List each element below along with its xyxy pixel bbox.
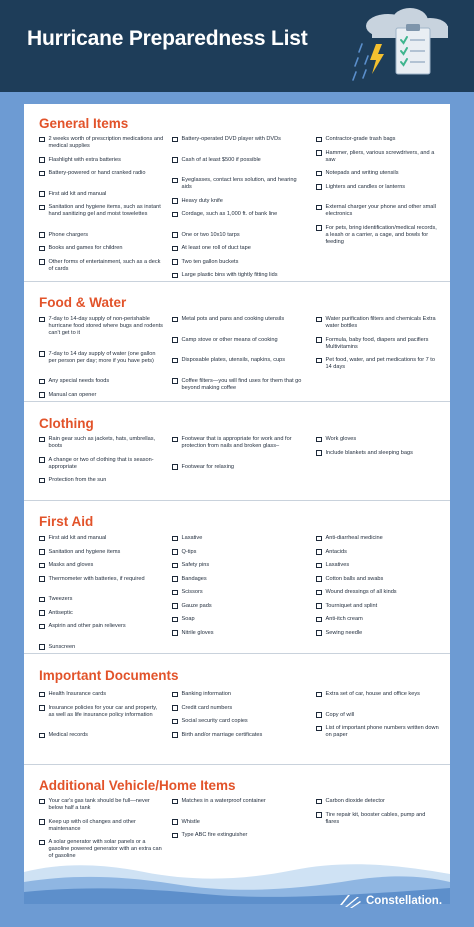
checklist-item-label: Whistle <box>181 818 200 825</box>
checklist-item[interactable] <box>172 157 304 164</box>
checklist-item[interactable] <box>172 464 304 471</box>
checklist-item[interactable] <box>39 157 164 164</box>
checkbox[interactable] <box>316 536 322 542</box>
checklist-item-label: Work gloves <box>325 436 357 442</box>
checkbox[interactable] <box>172 317 178 323</box>
checklist-item[interactable] <box>172 691 304 698</box>
checklist-item-label: Matches in a waterproof container <box>181 798 266 804</box>
checklist-item-label: Books and games for children <box>48 245 123 251</box>
checklist-item-label: Antiseptic <box>48 609 73 616</box>
checklist-item-label: Manual can opener <box>48 391 97 398</box>
checklist-item-label: Camp stove or other means of cooking <box>181 336 278 343</box>
checkbox[interactable] <box>316 549 322 555</box>
checklist-item[interactable] <box>316 150 440 164</box>
checkbox[interactable] <box>172 617 178 623</box>
checklist-item[interactable] <box>316 712 440 719</box>
checklist-item-label: Wound dressings of all kinds <box>325 589 397 595</box>
checklist-item[interactable] <box>172 832 304 839</box>
checklist-item[interactable] <box>316 589 440 596</box>
checkbox[interactable] <box>316 450 322 456</box>
checkbox[interactable] <box>39 392 45 398</box>
checkbox[interactable] <box>172 337 178 343</box>
checkbox[interactable] <box>172 232 178 238</box>
section-title: Additional Vehicle/Home Items <box>39 778 236 793</box>
checkbox[interactable] <box>39 563 45 569</box>
checklist-item-label: Flashlight with extra batteries <box>48 156 121 163</box>
checklist-item-label: Rain gear such as jackets, hats, umbrellas, boots <box>48 436 156 449</box>
checklist-item-label: Copy of will <box>325 711 355 718</box>
checklist-item[interactable] <box>39 691 164 698</box>
checkbox[interactable] <box>172 212 178 218</box>
section-food-water <box>24 282 450 402</box>
constellation-logo-icon <box>338 893 362 909</box>
checklist-item-label: Coffee filters—you will find uses for them that go beyond making coffee <box>181 377 302 391</box>
checkbox[interactable] <box>172 178 178 184</box>
checkbox[interactable] <box>39 457 45 463</box>
checklist-item-label: Cordage, such as 1,000 ft. of bank line <box>181 211 278 217</box>
checkbox[interactable] <box>172 358 178 364</box>
checkbox[interactable] <box>39 576 45 582</box>
checklist-item-label: Contractor-grade trash bags <box>325 136 396 142</box>
checkbox[interactable] <box>39 819 45 825</box>
checkbox[interactable] <box>316 590 322 596</box>
checklist-item[interactable] <box>172 798 304 805</box>
checkbox[interactable] <box>172 246 178 252</box>
checklist-item-label: Pet food, water, and pet medications for 7 to 14 days <box>325 357 435 370</box>
checklist-item[interactable] <box>39 596 164 603</box>
checklist-item[interactable] <box>316 204 440 218</box>
checkbox[interactable] <box>316 576 322 582</box>
checkbox[interactable] <box>172 590 178 596</box>
checklist-item-label: Insurance policies for your car and property, as well as life insurance policy information <box>48 704 158 718</box>
section-additional-vehicle-home-items <box>24 765 450 904</box>
checklist-item-label: Two ten gallon buckets <box>181 258 239 265</box>
section-title: General Items <box>39 116 129 131</box>
brand-logo <box>338 893 442 909</box>
checkbox[interactable] <box>39 597 45 603</box>
checklist-item[interactable] <box>316 436 440 443</box>
checklist-item-label: Tire repair kit, booster cables, pump and flares <box>325 811 426 825</box>
checkbox[interactable] <box>172 157 178 163</box>
section-important-documents <box>24 654 450 765</box>
checkbox[interactable] <box>172 692 178 698</box>
checklist-item[interactable] <box>172 616 304 623</box>
checklist-item-label: Scissors <box>181 589 203 595</box>
checklist-item-label: Laxatives <box>325 562 350 568</box>
checkbox[interactable] <box>39 692 45 698</box>
checklist-item-label: Sanitation and hygiene items <box>48 548 121 555</box>
checklist-item[interactable] <box>172 198 304 205</box>
checklist-item-label: Lighters and candles or lanterns <box>325 183 406 190</box>
checkbox[interactable] <box>172 833 178 839</box>
section-title: Food & Water <box>39 295 127 310</box>
checklist-item-label: Your car's gas tank should be full—never below half a tank <box>48 798 150 811</box>
section-title: First Aid <box>39 514 94 529</box>
checklist-item-label: A change or two of clothing that is season-appropriate <box>48 456 154 470</box>
checkbox[interactable] <box>316 603 322 609</box>
checklist-sheet <box>24 104 450 904</box>
checklist-item[interactable] <box>172 535 304 542</box>
checkbox[interactable] <box>39 259 45 265</box>
checklist-item-label: Cotton balls and swabs <box>325 575 384 582</box>
checklist-item-label: Banking information <box>181 691 231 697</box>
checklist-item[interactable] <box>316 316 440 330</box>
checkbox[interactable] <box>316 317 322 323</box>
checkbox[interactable] <box>39 733 45 739</box>
checklist-item-label: Gauze pads <box>181 602 212 609</box>
checklist-item-label: Disposable plates, utensils, napkins, cups <box>181 357 286 363</box>
checklist-item[interactable] <box>172 819 304 826</box>
checkbox[interactable] <box>172 273 178 279</box>
checklist-item-label: Formula, baby food, diapers and pacifiers Multivitamins <box>325 336 429 350</box>
checklist-item[interactable] <box>172 357 304 364</box>
checkbox[interactable] <box>172 137 178 143</box>
checkbox[interactable] <box>316 799 322 805</box>
checkbox[interactable] <box>316 225 322 231</box>
page-title: Hurricane Preparedness List <box>27 27 308 50</box>
checkbox[interactable] <box>39 799 45 805</box>
checkbox[interactable] <box>316 171 322 177</box>
checklist-item-label: Birth and/or marriage certificates <box>181 731 263 738</box>
checklist-item-label: Large plastic bins with tightly fitting lids <box>181 272 278 278</box>
checklist-item[interactable] <box>39 316 164 337</box>
checklist-item[interactable] <box>172 576 304 583</box>
checklist-item[interactable] <box>172 589 304 596</box>
section-title: Clothing <box>39 416 94 431</box>
checklist-item-label: Medical records <box>48 732 88 738</box>
checklist-item[interactable] <box>316 691 440 698</box>
checklist-item[interactable] <box>39 535 164 542</box>
checklist-item[interactable] <box>39 610 164 617</box>
checkbox[interactable] <box>172 576 178 582</box>
checklist-item[interactable] <box>172 718 304 725</box>
checklist-item[interactable] <box>39 170 164 177</box>
checklist-item-label: Q-tips <box>181 548 197 555</box>
checklist-item[interactable] <box>172 211 304 218</box>
checkbox[interactable] <box>39 317 45 323</box>
checklist-item[interactable] <box>39 732 164 739</box>
checklist-item[interactable] <box>172 259 304 266</box>
checklist-item-label: 2 weeks worth of prescription medications and medical supplies <box>48 136 164 149</box>
checkbox[interactable] <box>316 184 322 190</box>
checklist-item[interactable] <box>39 392 164 399</box>
checklist-item-label: Phone chargers <box>48 231 88 238</box>
checkbox[interactable] <box>39 232 45 238</box>
checklist-item[interactable] <box>39 191 164 198</box>
checklist-item-label: Heavy duty knife <box>181 197 223 204</box>
checklist-item[interactable] <box>172 603 304 610</box>
checklist-item-label: Battery-powered or hand cranked radio <box>48 170 146 176</box>
checkbox[interactable] <box>39 157 45 163</box>
checklist-item[interactable] <box>39 798 164 812</box>
checkbox[interactable] <box>172 536 178 542</box>
checklist-item-label: Laxative <box>181 535 203 541</box>
checklist-item-label: Eyeglasses, contact lens solution, and hearing aids <box>181 177 297 190</box>
section-general-items <box>24 104 450 282</box>
checkbox[interactable] <box>39 705 45 711</box>
checkbox[interactable] <box>172 603 178 609</box>
checkbox[interactable] <box>172 630 178 636</box>
checklist-item-label: Aspirin and other pain relievers <box>48 623 126 629</box>
checklist-item[interactable] <box>316 337 440 351</box>
checklist-item[interactable] <box>316 170 440 177</box>
checklist-item[interactable] <box>172 177 304 191</box>
checklist-item-label: 7-day to 14 day supply of water (one gallon per person per day; more if you have pets) <box>48 350 156 364</box>
checkbox[interactable] <box>316 437 322 443</box>
checklist-item[interactable] <box>316 549 440 556</box>
checklist-item[interactable] <box>39 576 164 583</box>
checkbox[interactable] <box>316 337 322 343</box>
checklist-item[interactable] <box>39 245 164 252</box>
checklist-item[interactable] <box>316 603 440 610</box>
checklist-item-label: Sunscreen <box>48 643 76 650</box>
checklist-item[interactable] <box>172 732 304 739</box>
checklist-item-label: Safety pins <box>181 562 210 568</box>
checkbox[interactable] <box>39 205 45 211</box>
checklist-item-label: Cash of at least $500 if possible <box>181 156 261 163</box>
checkbox[interactable] <box>39 644 45 650</box>
checklist-item[interactable] <box>316 225 440 246</box>
checkbox[interactable] <box>172 549 178 555</box>
checkbox[interactable] <box>39 171 45 177</box>
checkbox[interactable] <box>39 840 45 846</box>
checklist-item-label: Keep up with oil changes and other maintenance <box>48 818 136 832</box>
section-title: Important Documents <box>39 668 179 683</box>
checklist-item[interactable] <box>172 436 304 450</box>
checklist-item[interactable] <box>316 630 440 637</box>
checklist-item-label: At least one roll of duct tape <box>181 245 251 251</box>
checkbox[interactable] <box>316 692 322 698</box>
checklist-item-label: Thermometer with batteries, if required <box>48 575 145 582</box>
checklist-item-label: A solar generator with solar panels or a gasoline powered generator with an extra can of gasoline <box>48 839 162 859</box>
checklist-item-label: First aid kit and manual <box>48 190 107 197</box>
checkbox[interactable] <box>172 732 178 738</box>
checkbox[interactable] <box>39 246 45 252</box>
checklist-item-label: Any special needs foods <box>48 378 110 384</box>
checklist-item[interactable] <box>39 259 164 273</box>
checklist-item-label: Notepads and writing utensils <box>325 170 399 176</box>
checklist-item[interactable] <box>39 204 164 218</box>
checklist-item[interactable] <box>316 616 440 623</box>
checklist-item[interactable] <box>316 576 440 583</box>
checklist-item-label: Type ABC fire extinguisher <box>181 832 248 838</box>
checklist-item[interactable] <box>172 378 304 392</box>
checklist-item-label: List of important phone numbers written down on paper <box>325 725 439 738</box>
checklist-item-label: Other forms of entertainment, such as a deck of cards <box>48 258 161 272</box>
checkbox[interactable] <box>39 191 45 197</box>
checklist-item-label: Sewing needle <box>325 629 363 636</box>
checklist-item[interactable] <box>172 245 304 252</box>
checklist-item[interactable] <box>316 562 440 569</box>
checkbox[interactable] <box>172 259 178 265</box>
checklist-item-label: One or two 10x10 tarps <box>181 231 240 238</box>
checkbox[interactable] <box>39 437 45 443</box>
checklist-item[interactable] <box>39 549 164 556</box>
checkbox[interactable] <box>316 812 322 818</box>
checklist-item-label: Protection from the sun <box>48 477 107 483</box>
checklist-item[interactable] <box>316 450 440 457</box>
checklist-item[interactable] <box>316 184 440 191</box>
checklist-item-label: For pets, bring identification/medical records, a leash or a carrier, a cage, and bowls for feeding <box>325 224 437 245</box>
checkbox[interactable] <box>316 617 322 623</box>
checklist-item-label: External charger your phone and other small electronics <box>325 204 436 217</box>
storm-checklist-icon <box>348 6 466 86</box>
checklist-item-label: Masks and gloves <box>48 562 94 568</box>
checkbox[interactable] <box>172 437 178 443</box>
checklist-item-label: Anti-diarrheal medicine <box>325 535 383 541</box>
checkbox[interactable] <box>316 726 322 732</box>
checklist-item[interactable] <box>39 136 164 150</box>
checklist-item-label: Water purification filters and chemicals Extra water bottles <box>325 316 436 329</box>
checkbox[interactable] <box>39 536 45 542</box>
checklist-item-label: Sanitation and hygiene items, such as instant hand sanitizing gel and moist towelettes <box>48 204 161 217</box>
checklist-item[interactable] <box>172 316 304 323</box>
checklist-item-label: Bandages <box>181 575 207 582</box>
checkbox[interactable] <box>39 379 45 385</box>
section-clothing <box>24 402 450 501</box>
checklist-item-label: Battery-operated DVD player with DVDs <box>181 136 281 142</box>
checkbox[interactable] <box>172 563 178 569</box>
checkbox[interactable] <box>172 198 178 204</box>
checklist-item[interactable] <box>316 798 440 805</box>
checklist-item[interactable] <box>316 535 440 542</box>
checklist-item[interactable] <box>39 644 164 651</box>
checklist-item-label: Nitrile gloves <box>181 629 214 636</box>
checklist-item[interactable] <box>39 477 164 484</box>
checklist-item-label: First aid kit and manual <box>48 535 107 541</box>
checklist-item[interactable] <box>172 232 304 239</box>
checklist-item[interactable] <box>39 839 164 860</box>
checklist-item[interactable] <box>316 812 440 826</box>
checkbox[interactable] <box>39 549 45 555</box>
checklist-item[interactable] <box>172 337 304 344</box>
checklist-item-label: Include blankets and sleeping bags <box>325 449 413 456</box>
checklist-item[interactable] <box>39 232 164 239</box>
checkbox[interactable] <box>39 478 45 484</box>
checklist-item-label: Footwear that is appropriate for work and for protection from nails and broken glass– <box>181 436 292 449</box>
checklist-item-label: Extra set of car, house and office keys <box>325 691 420 697</box>
checklist-item-label: Credit card numbers <box>181 704 233 711</box>
checkbox[interactable] <box>316 563 322 569</box>
checkbox[interactable] <box>172 705 178 711</box>
checklist-item-label: Metal pots and pans and cooking utensils <box>181 316 285 322</box>
checklist-item-label: Anti-itch cream <box>325 616 363 622</box>
checkbox[interactable] <box>172 819 178 825</box>
checklist-item[interactable] <box>172 705 304 712</box>
checklist-item-label: Carbon dioxide detector <box>325 798 385 804</box>
checkbox[interactable] <box>172 799 178 805</box>
header <box>0 0 474 92</box>
checkbox[interactable] <box>316 137 322 143</box>
checklist-item[interactable] <box>316 357 440 371</box>
checklist-item[interactable] <box>316 136 440 143</box>
checklist-item[interactable] <box>39 457 164 471</box>
checklist-item[interactable] <box>39 436 164 450</box>
checklist-item[interactable] <box>39 819 164 833</box>
checkbox[interactable] <box>39 137 45 143</box>
checklist-item[interactable] <box>172 562 304 569</box>
checkbox[interactable] <box>172 464 178 470</box>
checklist-item[interactable] <box>172 272 304 279</box>
checklist-item[interactable] <box>39 378 164 385</box>
checkbox[interactable] <box>316 150 322 156</box>
checklist-item-label: Health Insurance cards <box>48 691 107 697</box>
checklist-item[interactable] <box>172 136 304 143</box>
checklist-item-label: 7-day to 14-day supply of non-perishable hurricane food stored where bugs and rodents can't get to it <box>48 316 163 336</box>
checklist-item[interactable] <box>39 705 164 719</box>
checklist-item-label: Tourniquet and splint <box>325 602 378 609</box>
checkbox[interactable] <box>316 712 322 718</box>
checklist-item[interactable] <box>39 623 164 630</box>
checkbox[interactable] <box>39 624 45 630</box>
checklist-item[interactable] <box>39 351 164 365</box>
checklist-item[interactable] <box>316 725 440 739</box>
checkbox[interactable] <box>316 358 322 364</box>
checklist-item-label: Antacids <box>325 548 347 555</box>
checkbox[interactable] <box>172 719 178 725</box>
checklist-item[interactable] <box>172 549 304 556</box>
checkbox[interactable] <box>39 610 45 616</box>
checklist-item-label: Social security card copies <box>181 718 248 724</box>
checklist-item-label: Hammer, pliers, various screwdrivers, and a saw <box>325 149 435 163</box>
checkbox[interactable] <box>316 630 322 636</box>
checklist-item[interactable] <box>172 630 304 637</box>
checkbox[interactable] <box>316 205 322 211</box>
checkbox[interactable] <box>172 378 178 384</box>
checklist-item-label: Soap <box>181 616 195 622</box>
brand-name: Constellation. <box>366 895 443 907</box>
checklist-item[interactable] <box>39 562 164 569</box>
checkbox[interactable] <box>39 351 45 357</box>
checklist-item-label: Tweezers <box>48 596 73 602</box>
checklist-item-label: Footwear for relaxing <box>181 463 235 470</box>
section-first-aid <box>24 501 450 654</box>
